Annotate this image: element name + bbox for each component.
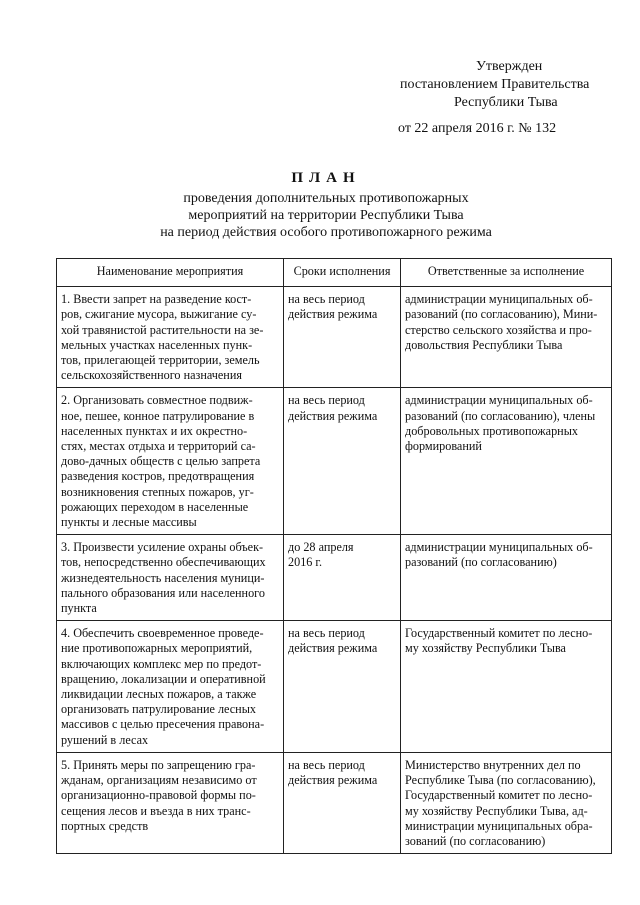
- responsible-text: Министерство внутренних дел по Республике Тыва (по согласованию), Государственный комитет по лесно- му хозяйству Республики Тыва, ад- министрации муниципальных обра- зований (по согласованию): [405, 757, 596, 848]
- deadline-text: до 28 апреля 2016 г.: [288, 540, 354, 570]
- activity-text: 4. Обеспечить своевременное проведе- ние противопожарных мероприятий, включающих комплекс мер по предот- вращению, локализации и оперативной ликвидации лесных пожаров, а также организовать патрулирование лесных массивов с целью пресечения правона- рушений в лесах: [61, 626, 266, 747]
- deadline-cell: [284, 752, 401, 853]
- deadline-text: на весь период действия режима: [288, 757, 378, 788]
- deadline-cell: [284, 535, 401, 621]
- table-header-row: [57, 259, 612, 287]
- deadline-cell: [284, 287, 401, 388]
- responsible-cell: [401, 535, 612, 621]
- responsible-cell: [401, 388, 612, 535]
- table-row: [57, 388, 612, 535]
- subtitle-line-1: проведения дополнительных противопожарных: [183, 191, 469, 206]
- deadline-cell: [284, 621, 401, 753]
- approval-block: [398, 58, 598, 138]
- responsible-text: администрации муниципальных об- разований (по согласованию), члены добровольных противопожарных формирований: [405, 393, 596, 454]
- activity-text: 3. Произвести усиление охраны объек- тов, непосредственно обеспечивающих жизнедеятельность населения муници- пального образования или населенного пункта: [61, 540, 266, 616]
- document-title: ПЛАН: [291, 170, 361, 186]
- header-deadline: Сроки исполнения: [284, 259, 401, 287]
- activity-cell: [57, 752, 284, 853]
- deadline-text: на весь период действия режима: [288, 626, 378, 656]
- table-row: [57, 621, 612, 753]
- document-subtitle: [0, 190, 640, 241]
- header-activity: Наименование мероприятия: [57, 259, 284, 287]
- deadline-text: на весь период действия режима: [288, 393, 378, 423]
- responsible-text: Государственный комитет по лесно- му хозяйству Республики Тыва: [405, 626, 593, 656]
- table-row: [57, 752, 612, 853]
- activity-cell: [57, 287, 284, 388]
- subtitle-line-2: мероприятий на территории Республики Тыва: [188, 208, 464, 223]
- table-row: [57, 287, 612, 388]
- approval-line-decree: постановлением Правительства: [400, 77, 590, 92]
- approval-line-date-number: от 22 апреля 2016 г. № 132: [398, 121, 557, 136]
- activity-text: 2. Организовать совместное подвиж- ное, пешее, конное патрулирование в населенных пунктах и их окрестно- стях, местах отдыха и территорий са- дово-дачных обществ с целью запрета разведения костров, предотвращения возникновения степных пожаров, уг- рожающих переходом в населенные пункты и лесные массивы: [61, 393, 261, 530]
- deadline-text: на весь период действия режима: [288, 292, 378, 322]
- activity-cell: [57, 535, 284, 621]
- deadline-cell: [284, 388, 401, 535]
- activity-cell: [57, 621, 284, 753]
- responsible-cell: [401, 752, 612, 853]
- activity-cell: [57, 388, 284, 535]
- responsible-text: администрации муниципальных об- разований (по согласованию), Мини- стерство сельского хозяйства и про- довольствия Республики Тыва: [405, 292, 598, 352]
- table-row: [57, 535, 612, 621]
- approval-line-republic: Республики Тыва: [454, 95, 558, 110]
- plan-table: [56, 258, 612, 854]
- subtitle-line-3: на период действия особого противопожарного режима: [160, 225, 492, 240]
- approval-line-approved: Утвержден: [476, 59, 543, 74]
- responsible-cell: [401, 621, 612, 753]
- activity-text: 1. Ввести запрет на разведение кост- ров, сжигание мусора, выжигание су- хой травянистой растительности на зе- мельных участках населенных пунк- тов, прилегающей территории, земель сельскохозяйственного назначения: [61, 292, 264, 383]
- responsible-cell: [401, 287, 612, 388]
- responsible-text: администрации муниципальных об- разований (по согласованию): [405, 540, 593, 570]
- activity-text: 5. Принять меры по запрещению гра- жданам, организациям независимо от организационно-правовой формы по- сещения лесов и въезда в них транс- портных средств: [61, 757, 257, 833]
- header-responsible: Ответственные за исполнение: [401, 259, 612, 287]
